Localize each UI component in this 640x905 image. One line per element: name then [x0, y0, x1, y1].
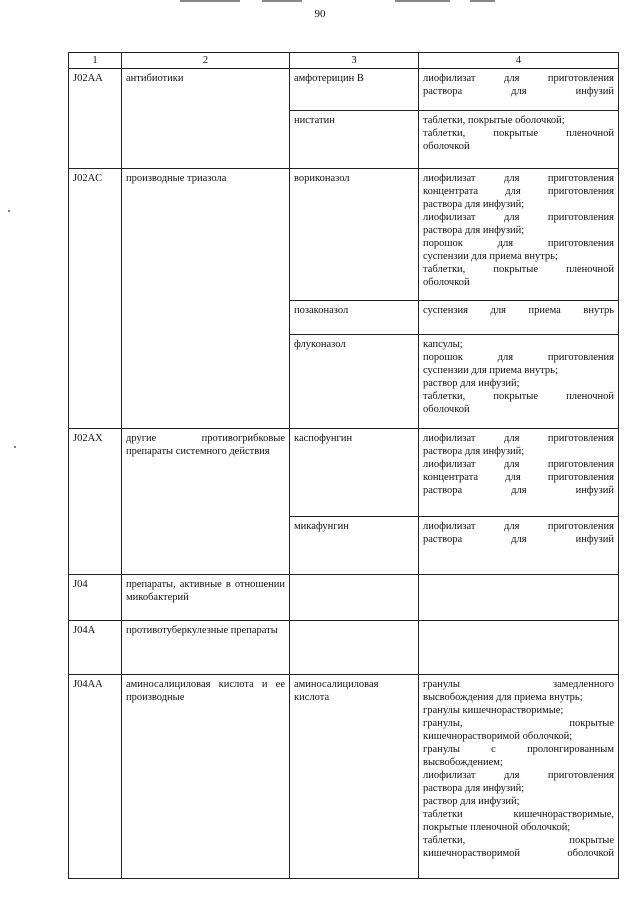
drug-table — [68, 52, 619, 879]
scan-artifact — [395, 0, 450, 2]
drug-name-cell: нистатин — [290, 111, 419, 169]
table-header-row — [69, 53, 619, 69]
atc-code-cell: J02AA — [69, 69, 122, 169]
column-header: 1 — [69, 53, 122, 69]
dosage-form-line: раствора для инфузий — [423, 86, 614, 97]
dosage-form-line: раствора для инфузий; — [423, 446, 525, 457]
dosage-form-line: раствора для инфузий — [423, 485, 614, 496]
dosage-form-line: покрытые пленочной оболочкой; — [423, 822, 571, 833]
group-name-cell: производные триазола — [122, 169, 290, 429]
dosage-form-cell — [419, 335, 619, 429]
table-row — [69, 675, 619, 879]
drug-name-cell: вориконазол — [290, 169, 419, 301]
group-name-cell: другие противогрибковые препараты системного действия — [122, 429, 290, 575]
table-row — [69, 621, 619, 675]
column-header: 2 — [122, 53, 290, 69]
dosage-form-cell — [419, 69, 619, 111]
dosage-form-cell — [419, 675, 619, 879]
dosage-form-line: раствор для инфузий; — [423, 378, 520, 389]
dosage-form-line: лиофилизат для приготовления — [423, 433, 614, 444]
dosage-form-line: гранулы замедленного — [423, 679, 614, 690]
dosage-form-line: оболочкой — [423, 141, 470, 152]
dosage-form-line: таблетки, покрытые — [423, 835, 614, 846]
dosage-form-cell — [419, 111, 619, 169]
dosage-form-line: таблетки кишечнорастворимые, — [423, 809, 614, 820]
table-row — [69, 429, 619, 517]
atc-code-cell: J02AX — [69, 429, 122, 575]
dosage-form-line: гранулы с пролонгированным — [423, 744, 614, 755]
drug-name-cell — [290, 575, 419, 621]
dosage-form-line: высвобождения для приема внутрь; — [423, 692, 583, 703]
dosage-form-line: лиофилизат для приготовления — [423, 73, 614, 84]
dosage-form-line: кишечнорастворимой оболочкой; — [423, 731, 573, 742]
dosage-form-line: суспензии для приема внутрь; — [423, 251, 558, 262]
group-name-cell: препараты, активные в отношении микобактерий — [122, 575, 290, 621]
dosage-form-line: порошок для приготовления — [423, 352, 614, 363]
drug-name-cell: каспофунгин — [290, 429, 419, 517]
dosage-form-line: капсулы; — [423, 339, 463, 350]
atc-code-cell: J04A — [69, 621, 122, 675]
dosage-form-line: лиофилизат для приготовления — [423, 173, 614, 184]
dosage-form-line: высвобождением; — [423, 757, 503, 768]
dosage-form-line: лиофилизат для приготовления — [423, 521, 614, 532]
scan-artifact — [180, 0, 240, 2]
drug-name-cell: флуконазол — [290, 335, 419, 429]
dosage-form-line: раствор для инфузий; — [423, 796, 520, 807]
dosage-form-line: кишечнорастворимой оболочкой — [423, 848, 614, 859]
atc-code-cell: J02AC — [69, 169, 122, 429]
dosage-form-line: лиофилизат для приготовления — [423, 212, 614, 223]
dosage-form-line: оболочкой — [423, 404, 470, 415]
atc-code-cell: J04AA — [69, 675, 122, 879]
dosage-form-line: суспензия для приема внутрь — [423, 305, 614, 316]
dosage-form-line: лиофилизат для приготовления — [423, 770, 614, 781]
dosage-form-line: гранулы кишечнорастворимые; — [423, 705, 564, 716]
dosage-form-cell — [419, 169, 619, 301]
group-name-cell: противотуберкулезные препараты — [122, 621, 290, 675]
dosage-form-line: раствора для инфузий; — [423, 199, 525, 210]
dosage-form-line: порошок для приготовления — [423, 238, 614, 249]
dosage-form-line: таблетки, покрытые пленочной — [423, 128, 614, 139]
dosage-form-cell — [419, 301, 619, 335]
drug-name-cell: позаконазол — [290, 301, 419, 335]
drug-name-cell: амфотерицин В — [290, 69, 419, 111]
scan-dot — [8, 210, 10, 212]
group-name-cell: аминосалициловая кислота и ее производные — [122, 675, 290, 879]
dosage-form-line: раствора для инфузий; — [423, 225, 525, 236]
scan-artifact — [470, 0, 495, 2]
dosage-form-line: концентрата для приготовления — [423, 472, 614, 483]
dosage-form-line: гранулы, покрытые — [423, 718, 614, 729]
dosage-form-line: таблетки, покрытые пленочной — [423, 391, 614, 402]
dosage-form-line: суспензии для приема внутрь; — [423, 365, 558, 376]
dosage-form-cell — [419, 621, 619, 675]
column-header: 3 — [290, 53, 419, 69]
table-row — [69, 169, 619, 301]
drug-name-cell — [290, 621, 419, 675]
dosage-form-line: таблетки, покрытые пленочной — [423, 264, 614, 275]
page-number: 90 — [314, 8, 326, 20]
scan-dot — [14, 446, 16, 448]
dosage-form-line: таблетки, покрытые оболочкой; — [423, 115, 565, 126]
table-row — [69, 69, 619, 111]
drug-name-cell: микафунгин — [290, 517, 419, 575]
dosage-form-line: оболочкой — [423, 277, 470, 288]
dosage-form-line: концентрата для приготовления — [423, 186, 614, 197]
dosage-form-cell — [419, 517, 619, 575]
dosage-form-line: раствора для инфузий — [423, 534, 614, 545]
dosage-form-cell — [419, 429, 619, 517]
column-header: 4 — [419, 53, 619, 69]
dosage-form-line: раствора для инфузий; — [423, 783, 525, 794]
drug-name-cell: аминосалициловая кислота — [290, 675, 419, 879]
table-row — [69, 575, 619, 621]
atc-code-cell: J04 — [69, 575, 122, 621]
dosage-form-cell — [419, 575, 619, 621]
scan-artifact — [262, 0, 302, 2]
group-name-cell: антибиотики — [122, 69, 290, 169]
dosage-form-line: лиофилизат для приготовления — [423, 459, 614, 470]
